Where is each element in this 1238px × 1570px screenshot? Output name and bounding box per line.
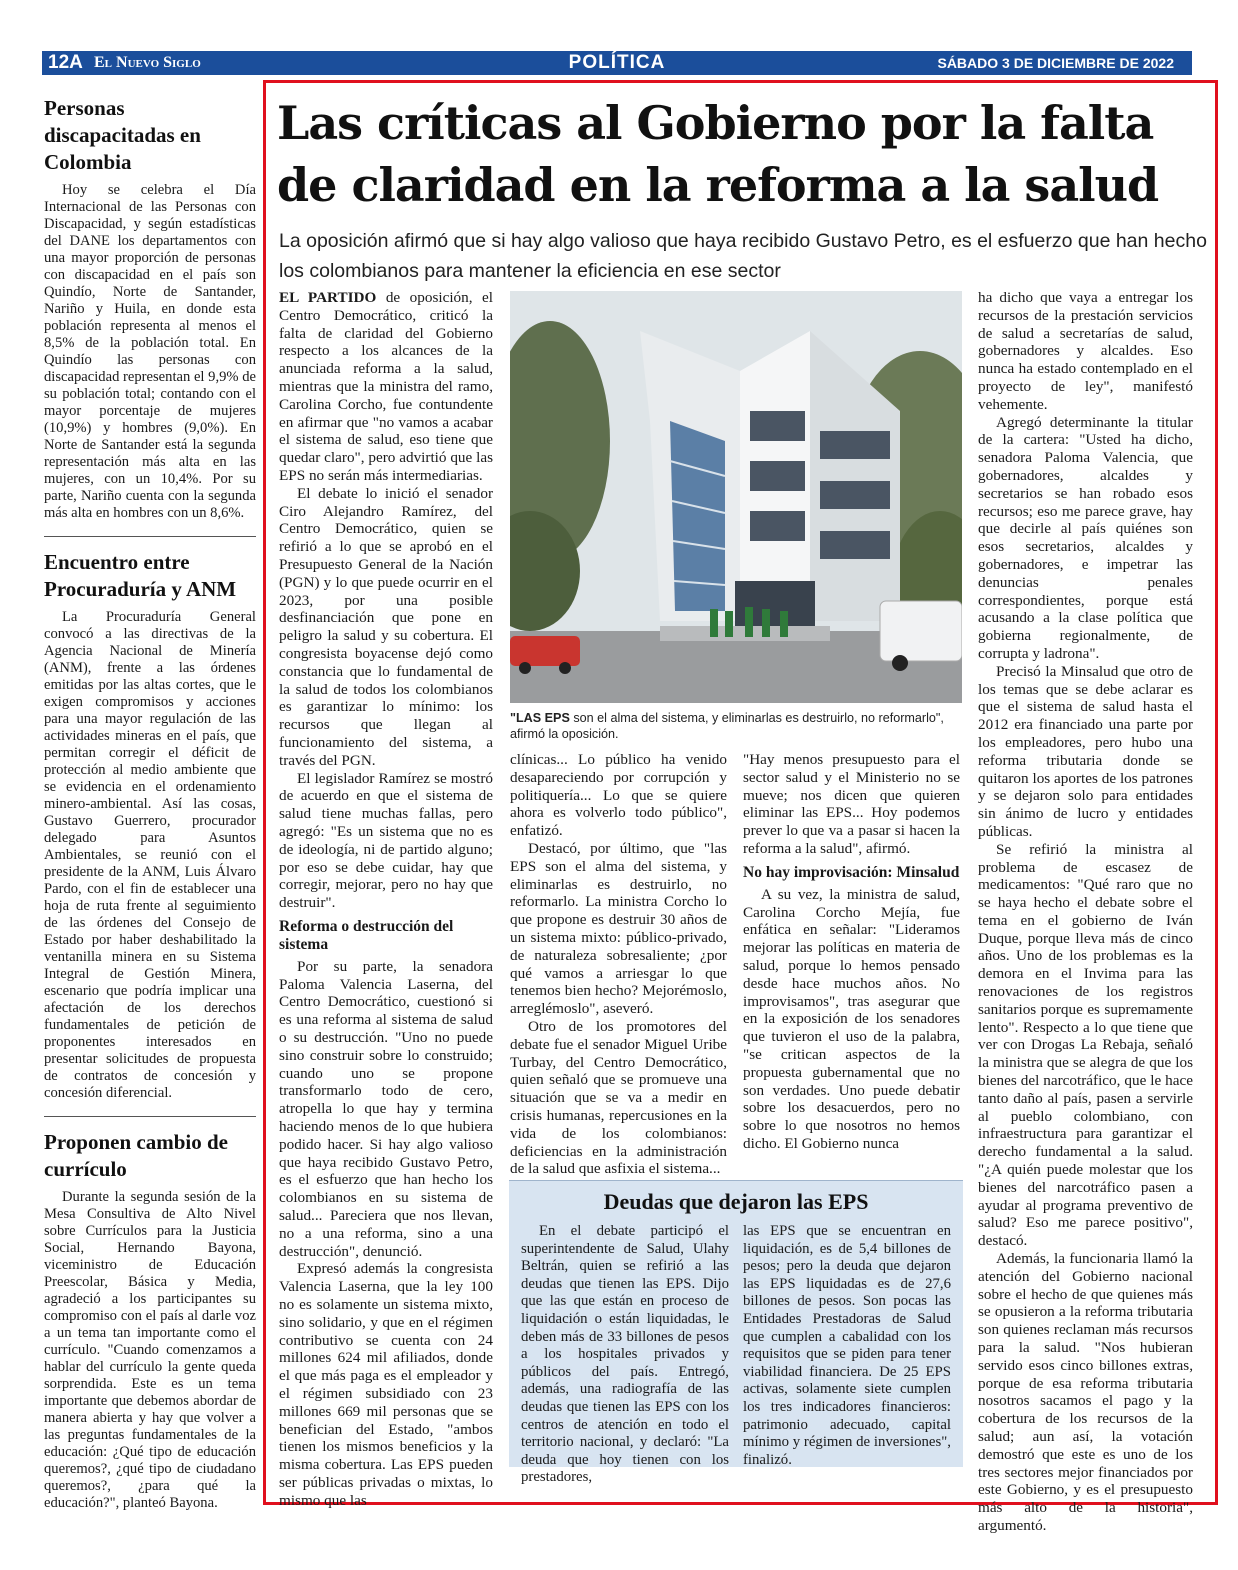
article-paragraph <box>279 289 493 485</box>
briefs-column <box>44 95 256 1526</box>
article-paragraph: A su vez, la ministra de salud, Carolina Corcho Mejía, fue enfática en señalar: "Lideramos mejorar las políticas en materia de salud, porque lo hemos pensado desde hace muchos años. No improvisamos", tras asegurar que en la exposición de los senadores que tuvieron el uso de la palabra, "se critican aspectos de la propuesta gubernamental que no son verdades. Uno puede debatir sobre los desacuerdos, pero no sobre lo que nosotros no hemos dicho. El Gobierno nunca <box>743 885 960 1152</box>
article-paragraph: "Hay menos presupuesto para el sector salud y el Ministerio no se mueve; nos dicen que quieren eliminar las EPS... Hoy podemos prever lo que va a pasar si hacen la reforma a la salud", afirmó. <box>743 751 960 857</box>
article-paragraph: Agregó determinante la titular de la cartera: "Usted ha dicho, senadora Paloma Valencia, que gobernadores, alcaldes y secretarios se han robado esos recursos; eso me parece grave, hay que decirle al país quiénes son esos secretarios, alcaldes y gobernadores, e impetrar las denuncias penales correspondientes, porque está acusando a la clase política que gobierna regionalmente, de corrupta y ladrona". <box>978 413 1193 662</box>
brief-body: La Procuraduría General convocó a las directivas de la Agencia Nacional de Minería (ANM), frente a las órdenes emitidas por las altas cortes, que le exigen compromisos y acciones para una mayor regulación de las actividades mineras en el país, que permitan corregir el déficit de protección al medio ambiente que se evidencia en el ordenamiento minero-ambiental. Así las cosas, Gustavo Guerrero, procurador delegado para Asuntos Ambientales, se reunió con el presidente de la ANM, Luis Álvaro Pardo, con el fin de establecer una hoja de ruta frente al seguimiento de las órdenes del Consejo de Estado por haber deshabilitado la ventanilla minera en su Sistema Integral de Gestión Minera, escenario que podría implicar una afectación de los derechos fundamentales de petición de proponentes interesados en presentar solicitudes de propuesta de contratos de concesión y concesión diferencial. <box>44 609 256 1101</box>
brief-body: Durante la segunda sesión de la Mesa Consultiva de Alto Nivel sobre Currículos para la Justicia Social, Hernando Bayona, viceministro de Educación Preescolar, Básica y Media, agradeció a los participantes su compromiso con el país al darle voz a un tema tan importante como el currículo. "Cuando comenzamos a hablar del currículo la gente queda sorprendida. Este es un tema importante que debemos abordar de manera abierta y hay que volver a las preguntas fundamentales de la educación: ¿Qué tipo de educación queremos?, ¿qué tipo de ciudadano queremos?, ¿para qué la educación?", planteó Bayona. <box>44 1189 256 1511</box>
article-paragraph: Otro de los promotores del debate fue el senador Miguel Uribe Turbay, del Centro Democrático, quien señaló que se promueve una situación que se va a medir en crisis humanas, repercusiones en la vida de los colombianos: deficiencias en la administración de la salud que asfixia el sistema... <box>510 1017 727 1178</box>
photo-caption <box>510 710 962 742</box>
caption-lead: "LAS EPS <box>510 711 570 725</box>
article-column-4 <box>978 289 1193 1535</box>
brief-item <box>44 95 256 522</box>
article-column-2 <box>510 751 727 1178</box>
lead-paragraph-text: de oposición, el Centro Democrático, criticó la falta de claridad del Gobierno respecto a los alcances de la anunciada reforma a la salud, mientras que la ministra del ramo, Carolina Corcho, fue contundente en afirmar que "no vamos a acabar el sistema de salud, eso tiene que quedar claro", pero advirtió que las EPS no serán más intermediarias. <box>279 289 493 484</box>
article-paragraph: ha dicho que vaya a entregar los recursos de la prestación servicios de salud a secretarías de salud, gobernadores y alcaldes. Eso nunca ha estado contemplado en el proyecto de ley", manifestó vehemente. <box>978 289 1193 413</box>
brief-item <box>44 1129 256 1512</box>
sidebar-column <box>521 1223 729 1487</box>
page-number: 12A <box>48 52 83 73</box>
brief-item <box>44 549 256 1102</box>
sidebar-column <box>743 1223 951 1469</box>
article-photo <box>510 291 962 703</box>
sidebar-paragraph: En el debate participó el superintendente de Salud, Ulahy Beltrán, quien se refirió a las deudas que tienen las EPS. Dijo que las que están en proceso de liquidación o están liquidadas, le deben más de 33 billones de pesos a los hospitales privados y públicos del país. Entregó, además, una radiografía de las deudas que tienen las EPS con los centros de atención en todo el territorio nacional, y declaró: "La deuda que hoy tienen con los prestadores, <box>521 1223 729 1486</box>
article-paragraph: Se refirió la ministra al problema de escasez de medicamentos: "Qué raro que no se haya hecho el debate sobre el tema en el gobierno de Iván Duque, porque lleva más de cinco años. Uno de los problemas es la demora en el Invima para las renovaciones de los registros sanitarios porque es supremamente lento". Respecto a lo que tiene que ver con Drogas La Rebaja, señaló la ministra que se alegra de que los bienes del narcotráfico, que le hace tanto daño al país, pasen a servirle al pueblo colombiano, con infraestructura para garantizar el derecho fundamental a la salud. "¿A quién puede molestar que los bienes del narcotráfico pasen a ayudar al programa preventivo de salud? Eso me parece positivo", destacó. <box>978 840 1193 1250</box>
building-illustration <box>510 291 962 703</box>
newspaper-name: El Nuevo Siglo <box>94 54 201 71</box>
section-title: POLÍTICA <box>568 52 666 73</box>
article-paragraph: Expresó además la congresista Valencia Laserna, que la ley 100 no es solamente un sistema mixto, sino solidario, y que en el régimen contributivo se cuenta con 24 millones 624 mil afiliados, donde el que más paga es el empleador y el régimen subsidiado con 23 millones 669 mil personas que se benefician del Estado, "ambos tienen los mismos beneficios y la misma cobertura. Las EPS pueden ser públicas privadas o mixtas, lo mismo que las <box>279 1260 493 1509</box>
brief-title: Proponen cambio de currículo <box>44 1130 228 1181</box>
lead-in: EL PARTIDO <box>279 289 377 306</box>
article-headline: Las críticas al Gobierno por la falta de claridad en la reforma a la salud <box>277 96 1159 212</box>
sidebar-box <box>509 1180 963 1486</box>
sidebar-title: Deudas que dejaron las EPS <box>603 1189 869 1214</box>
article-paragraph: El legislador Ramírez se mostró de acuerdo en que el sistema de salud tiene muchas fallas, pero agregó: "Es un sistema que no es de ideología, ni de partido alguno; por eso se debe cuidar, hay que corregir, mejorar, pero no hay que destruir". <box>279 769 493 912</box>
article-paragraph: El debate lo inició el senador Ciro Alejandro Ramírez, del Centro Democrático, quien se refirió a lo que se aprobó en el Presupuesto General de la Nación (PGN) y lo que puede ocurrir en el 2023, por una posible desfinanciación que pone en peligro la salud y su cobertura. El congresista boyacense dejó como constancia que lo fundamental de la salud de todos los colombianos es garantizar lo mínimo: los recursos que llegan al funcionamiento del sistema, a través del PGN. <box>279 484 493 769</box>
article-paragraph: clínicas... Lo público ha venido desapareciendo por corrupción y politiquería... Lo que se quiere ahora es volverlo todo público", enfatizó. <box>510 751 727 840</box>
page-header <box>42 51 1192 75</box>
article-paragraph: Por su parte, la senadora Paloma Valencia Laserna, del Centro Democrático, cuestionó si es una reforma al sistema de salud o su destrucción. "Uno no puede sino construir sobre lo construido; cuando uno se propone transformarlo todo de cero, atropella lo que hay y termina haciendo menos de lo que hubiera podido hacer. Si hay algo valioso que haya recibido Gustavo Petro, es el esfuerzo que han hecho los colombianos en su sistema de salud... Pareciera que nos llevan, no a una reforma, sino a una destrucción", denunció. <box>279 957 493 1260</box>
article-paragraph: Precisó la Minsalud que otro de los temas que se debe aclarar es que el sistema de salud hasta el 2012 era financiado una parte por los empleadores, pero hubo una reforma tributaria donde se quitaron los aportes de los patrones y se dejaron solo para entidades sin ánimo de lucro y entidades públicas. <box>978 662 1193 840</box>
article-column-3 <box>743 751 960 1153</box>
article-subhead: Reforma o destrucción del sistema <box>279 917 454 953</box>
brief-title: Encuentro entre Procuraduría y ANM <box>44 550 237 601</box>
divider <box>44 536 256 537</box>
brief-body: Hoy se celebra el Día Internacional de las Personas con Discapacidad, y según estadísticas del DANE los departamentos con una mayor proporción de personas con discapacidad en el país son Quindío, Norte de Santander, Nariño y Huila, en donde esta población representa al menos el 8,5% de la población total. En Quindío las personas con discapacidad representan el 9,9% de su población total; contando con el mayor porcentaje de mujeres (10,9%) y hombres (9,0%). En Norte de Santander está la segunda representación más alta en las mujeres, con un 10,4%. Por su parte, Nariño cuenta con la segunda más alta en hombres con un 8,6%. <box>44 182 256 521</box>
article-column-1 <box>279 289 493 1510</box>
sidebar-paragraph: las EPS que se encuentran en liquidación, es de 5,4 billones de pesos; pero la deuda que dejaron las EPS liquidadas es de 27,6 billones de pesos. Son pocas las Entidades Prestadoras de Salud que cumplen a cabalidad con los requisitos que se piden para tener viabilidad financiera. De 25 EPS activas, solamente siete cumplen los tres indicadores financieros: patrimonio adecuado, capital mínimo y régimen de inversiones", finalizó. <box>743 1223 951 1468</box>
article-paragraph: Además, la funcionaria llamó la atención del Gobierno nacional sobre el hecho de que quienes más se opusieron a la reforma tributaria son quienes reclaman más recursos para la salud. "Nos hubieran servido esos cinco billones extras, porque de esa reforma tributaria nosotros sacamos el pago y la cobertura de los recursos de la salud; aun así, la votación demostró que este es uno de los tres sectores mejor financiados por este Gobierno, y es el presupuesto más alto de la historia", argumentó. <box>978 1250 1193 1534</box>
article-deck: La oposición afirmó que si hay algo valioso que haya recibido Gustavo Petro, es el esfuerzo que han hecho los colombianos para mantener la eficiencia en ese sector <box>279 230 1207 282</box>
issue-date: SÁBADO 3 DE DICIEMBRE DE 2022 <box>937 55 1174 71</box>
divider <box>44 1116 256 1117</box>
caption-text: son el alma del sistema, y eliminarlas es destruirlo, no reformarlo", afirmó la oposición. <box>510 711 944 741</box>
article-paragraph: Destacó, por último, que "las EPS son el alma del sistema, y eliminarlas es destruirlo, no reformarlo. La ministra Corcho lo que propone es destruir 30 años de un sistema mixto: público-privado, de naturaleza sobresaliente; ¿por qué vamos a arriesgar lo que tenemos bien hecho? Mejorémoslo, arreglémoslo", aseveró. <box>510 839 727 1018</box>
article-subhead: No hay improvisación: Minsalud <box>743 863 960 881</box>
brief-title: Personas discapacitadas en Colombia <box>44 96 201 174</box>
